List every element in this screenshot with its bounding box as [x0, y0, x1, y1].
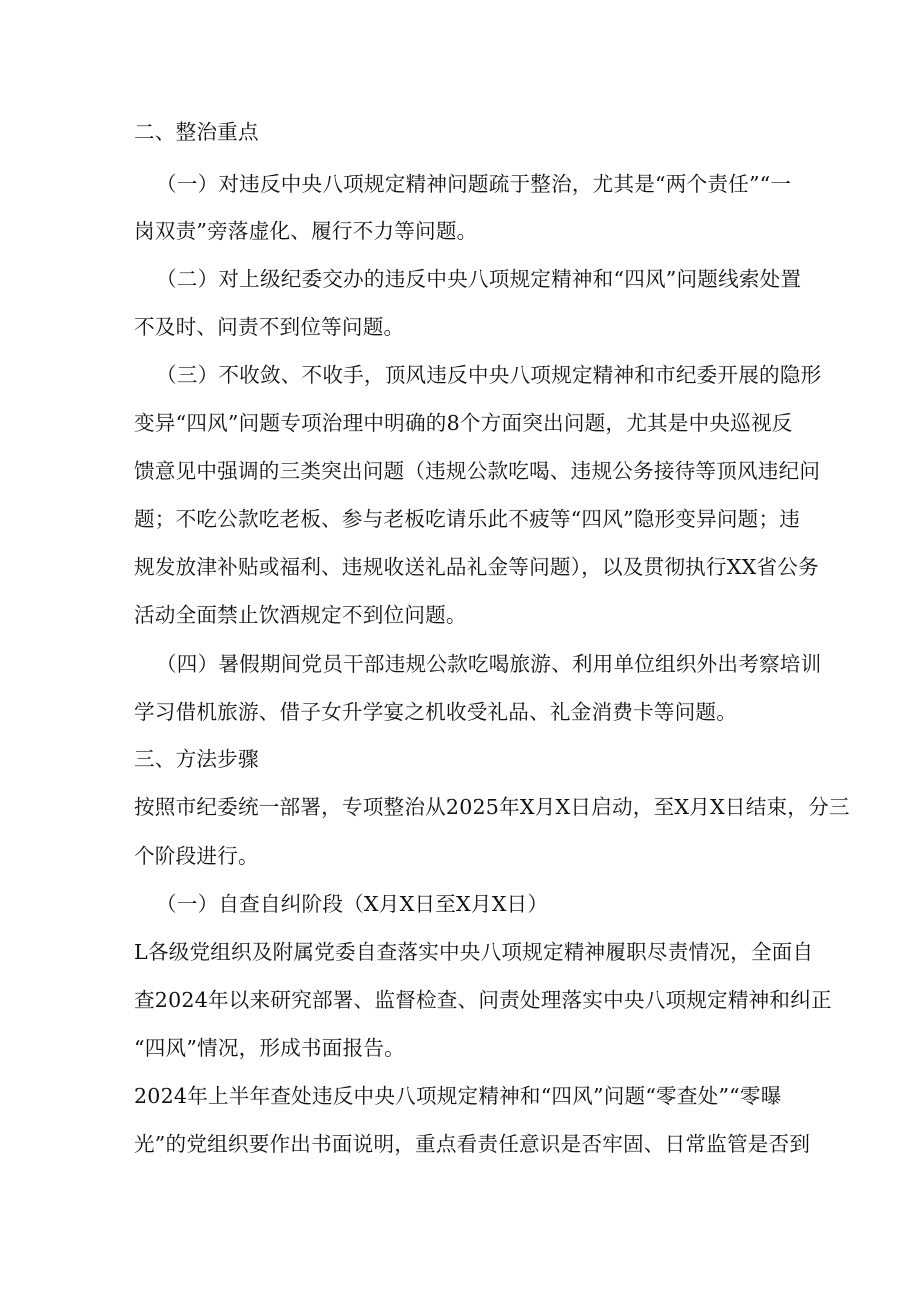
- paragraph-line: 光”的党组织要作出书面说明，重点看责任意识是否牢固、日常监管是否到: [134, 1132, 811, 1156]
- paragraph-line: （三）不收敛、不收手，顶风违反中央八项规定精神和市纪委开展的隐形: [156, 363, 822, 387]
- section-heading-rectification-focus: 二、整治重点: [134, 120, 259, 144]
- paragraph-line: L各级党组织及附属党委自查落实中央八项规定精神履职尽责情况，全面自: [134, 940, 814, 964]
- paragraph-line: 学习借机旅游、借子女升学宴之机收受礼品、礼金消费卡等问题。: [134, 700, 738, 724]
- paragraph-line: 题；不吃公款吃老板、参与老板吃请乐此不疲等“四风”隐形变异问题；违: [134, 507, 801, 531]
- paragraph-line: 变异“四风”问题专项治理中明确的8个方面突出问题，尤其是中央巡视反: [134, 411, 793, 435]
- section-heading-method-steps: 三、方法步骤: [134, 747, 259, 771]
- paragraph-line: 不及时、问责不到位等问题。: [134, 315, 405, 339]
- paragraph-line: （二）对上级纪委交办的违反中央八项规定精神和“四风”问题线索处置: [156, 267, 802, 291]
- paragraph-line: （四）暑假期间党员干部违规公款吃喝旅游、利用单位组织外出考察培训: [156, 652, 822, 676]
- paragraph-line: 个阶段进行。: [134, 844, 259, 868]
- paragraph-line: 活动全面禁止饮酒规定不到位问题。: [134, 603, 467, 627]
- paragraph-line: “四风”情况，形成书面报告。: [134, 1036, 405, 1060]
- paragraph-line: 查2024年以来研究部署、监督检查、问责处理落实中央八项规定精神和纠正: [134, 988, 832, 1012]
- paragraph-line: 按照市纪委统一部署，专项整治从2025年X月X日启动，至X月X日结束，分三: [134, 795, 850, 819]
- paragraph-line: 岗双责”旁落虚化、履行不力等问题。: [134, 219, 478, 243]
- paragraph-line: （一）对违反中央八项规定精神问题疏于整治，尤其是“两个责任”“一: [156, 172, 792, 196]
- paragraph-line: 馈意见中强调的三类突出问题（违规公款吃喝、违规公务接待等顶风违纪问: [134, 459, 821, 483]
- paragraph-line: 2024年上半年查处违反中央八项规定精神和“四风”问题“零查处”“零曝: [134, 1084, 782, 1108]
- paragraph-line: 规发放津补贴或福利、违规收送礼品礼金等问题），以及贯彻执行XX省公务: [134, 555, 819, 579]
- subsection-heading-self-inspection: （一）自查自纠阶段（X月X日至X月X日）: [156, 892, 549, 916]
